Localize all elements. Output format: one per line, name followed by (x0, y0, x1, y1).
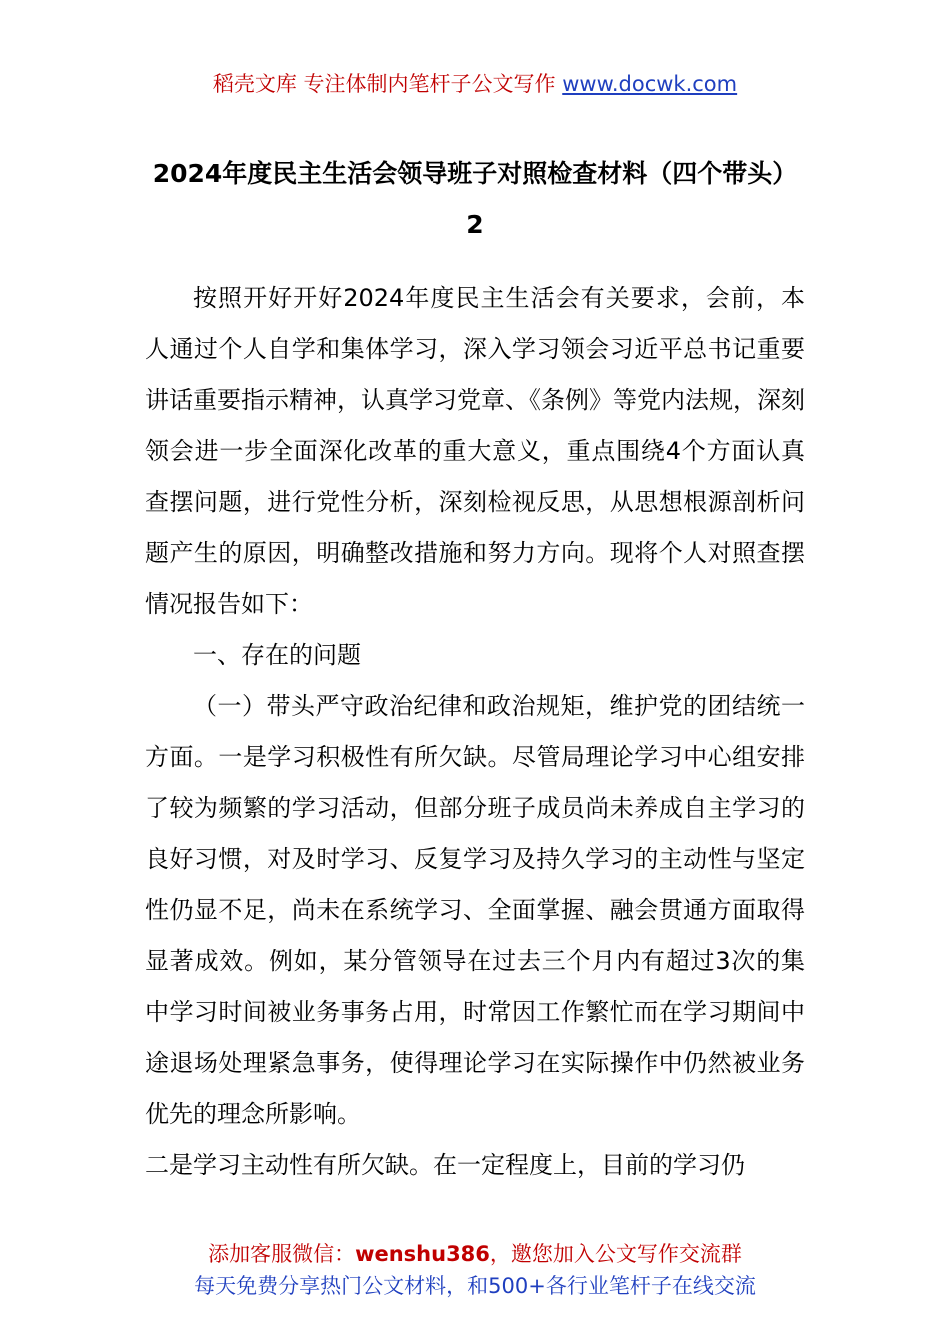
footer-wechat-line (0, 1238, 950, 1270)
footer-share-line: 每天免费分享热门公文材料，和500+各行业笔杆子在线交流 (194, 1274, 756, 1298)
wechat-suffix: ，邀您加入公文写作交流群 (489, 1242, 742, 1266)
site-url-link[interactable]: www.docwk.com (562, 72, 738, 96)
wechat-id: wenshu386 (355, 1242, 490, 1266)
document-body (145, 273, 805, 1191)
continuation-paragraph: 二是学习主动性有所欠缺。在一定程度上，目前的学习仍 (145, 1151, 745, 1179)
issue-paragraph: （一）带头严守政治纪律和政治规矩，维护党的团结统一方面。一是学习积极性有所欠缺。尽管局理论学习中心组安排了较为频繁的学习活动，但部分班子成员尚未养成自主学习的良好习惯，对及时学习、反复学习及持久学习的主动性与坚定性仍显不足，尚未在系统学习、全面掌握、融会贯通方面取得显著成效。例如，某分管领导在过去三个月内有超过3次的集中学习时间被业务事务占用，时常因工作繁忙而在学习期间中途退场处理紧急事务，使得理论学习在实际操作中仍然被业务优先的理念所影响。 (145, 692, 805, 1128)
document-title: 2024年度民主生活会领导班子对照检查材料（四个带头）2 (152, 159, 798, 239)
promo-footer (0, 1238, 950, 1302)
intro-paragraph: 按照开好开好2024年度民主生活会有关要求，会前，本人通过个人自学和集体学习，深入学习领会习近平总书记重要讲话重要指示精神，认真学习党章、《条例》等党内法规，深刻领会进一步全面深化改革的重大意义，重点围绕4个方面认真查摆问题，进行党性分析，深刻检视反思，从思想根源剖析问题产生的原因，明确整改措施和努力方向。现将个人对照查摆情况报告如下： (145, 284, 805, 618)
site-brand-text: 稻壳文库 专注体制内笔杆子公文写作 (212, 72, 556, 96)
wechat-prefix: 添加客服微信： (208, 1242, 356, 1266)
section-heading: 一、存在的问题 (193, 641, 361, 669)
site-header (0, 68, 950, 100)
